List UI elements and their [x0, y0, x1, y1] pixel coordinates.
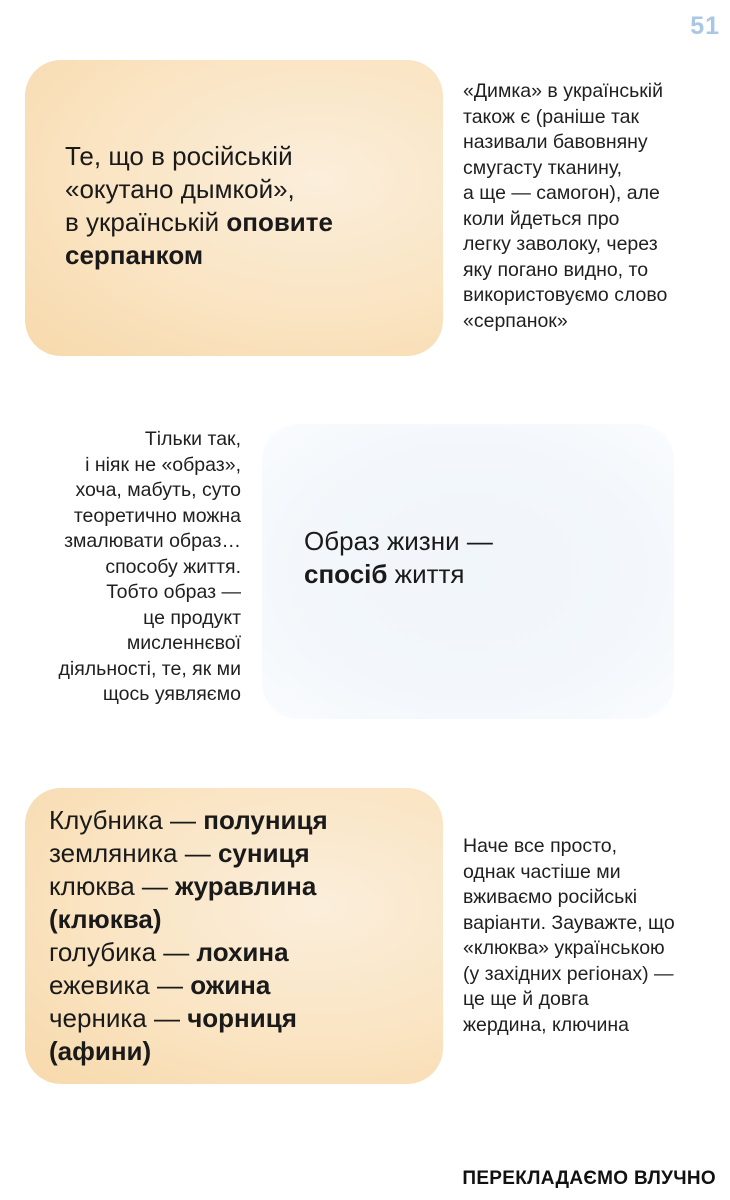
note-line: легку заволоку, через [463, 233, 658, 255]
note-line: «серпанок» [463, 309, 568, 332]
note-line: Тобто образ — [106, 581, 241, 603]
bold-translation: журавлина [175, 871, 317, 901]
note-line: смугасту тканину, [463, 156, 623, 179]
page-number: 51 [690, 12, 720, 40]
term-card-sposib [262, 424, 674, 719]
plain-text: клюква — [49, 871, 176, 901]
bold-translation: чорниця [187, 1003, 297, 1033]
card-line [65, 239, 425, 272]
note-line: також є (раніше так [463, 105, 640, 128]
note-line: використовуємо слово [463, 284, 668, 306]
card-line [49, 1035, 429, 1068]
explanation-note-berries [463, 834, 728, 1038]
note-line: а ще — самогон), але [463, 182, 660, 204]
term-card-text [304, 525, 644, 591]
note-line: щось уявляємо [102, 683, 241, 705]
term-card-berries [25, 788, 443, 1084]
plain-text: Клубника — [49, 805, 204, 835]
section-footer-title: ПЕРЕКЛАДАЄМО ВЛУЧНО [462, 1168, 716, 1189]
bold-translation: спосіб [304, 559, 388, 589]
note-line: (у західних регіонах) — [463, 962, 674, 985]
note-line: коли йдеться про [463, 207, 620, 230]
bold-translation: полуниця [203, 805, 328, 835]
note-line: однак частіше ми [463, 860, 621, 883]
note-line: це ще й довга [463, 988, 589, 1010]
note-line: діяльності, те, як ми [58, 657, 241, 680]
note-line: це продукт [143, 606, 241, 629]
note-line: Тільки так, [144, 428, 241, 450]
plain-text: в українській [65, 207, 227, 237]
card-line [49, 903, 429, 936]
plain-text: земляника — [49, 838, 218, 868]
bold-translation: лохина [196, 937, 289, 967]
term-card-text [65, 140, 425, 272]
card-line [65, 140, 425, 173]
note-line: хоча, мабуть, суто [75, 479, 241, 501]
card-line [304, 558, 644, 591]
plain-text: Те, що в російській [65, 141, 293, 171]
note-line: способу життя. [105, 555, 241, 578]
bold-translation: ожина [190, 970, 271, 1000]
card-line [49, 936, 429, 969]
plain-text: життя [387, 559, 465, 589]
card-line [304, 525, 644, 558]
note-line: яку погано видно, то [463, 258, 649, 281]
note-line: «Димка» в українській [463, 80, 664, 102]
plain-text: ежевика — [49, 970, 191, 1000]
note-line: «клюква» українською [463, 937, 665, 959]
bold-translation: оповите [226, 207, 333, 237]
explanation-note-serpanok [463, 79, 728, 334]
note-line: Наче все просто, [463, 835, 618, 857]
plain-text: Образ жизни — [304, 526, 493, 556]
card-line [65, 206, 425, 239]
card-line [49, 969, 429, 1002]
note-line: змалювати образ… [64, 530, 241, 552]
bold-translation: серпанком [65, 240, 204, 270]
note-line: варіанти. Зауважте, що [463, 911, 675, 934]
bold-translation: суниця [217, 838, 310, 868]
note-line: і ніяк не «образ», [85, 453, 241, 476]
bold-translation: (клюква) [49, 904, 162, 934]
card-line [65, 173, 425, 206]
plain-text: голубика — [49, 937, 197, 967]
card-line [49, 870, 429, 903]
note-line: мисленнєвої [126, 632, 241, 654]
plain-text: «окутано дымкой», [65, 174, 295, 204]
note-line: жердина, ключина [463, 1013, 629, 1036]
note-line: теоретично можна [73, 504, 241, 527]
card-line [49, 1002, 429, 1035]
card-line [49, 837, 429, 870]
term-card-serpanok [25, 60, 443, 356]
plain-text: черника — [49, 1003, 188, 1033]
explanation-note-sposib [1, 427, 241, 708]
card-line [49, 804, 429, 837]
note-line: називали бавовняну [463, 131, 648, 153]
note-line: вживаємо російські [463, 886, 638, 908]
term-card-text [49, 804, 429, 1068]
bold-translation: (афини) [49, 1036, 152, 1066]
